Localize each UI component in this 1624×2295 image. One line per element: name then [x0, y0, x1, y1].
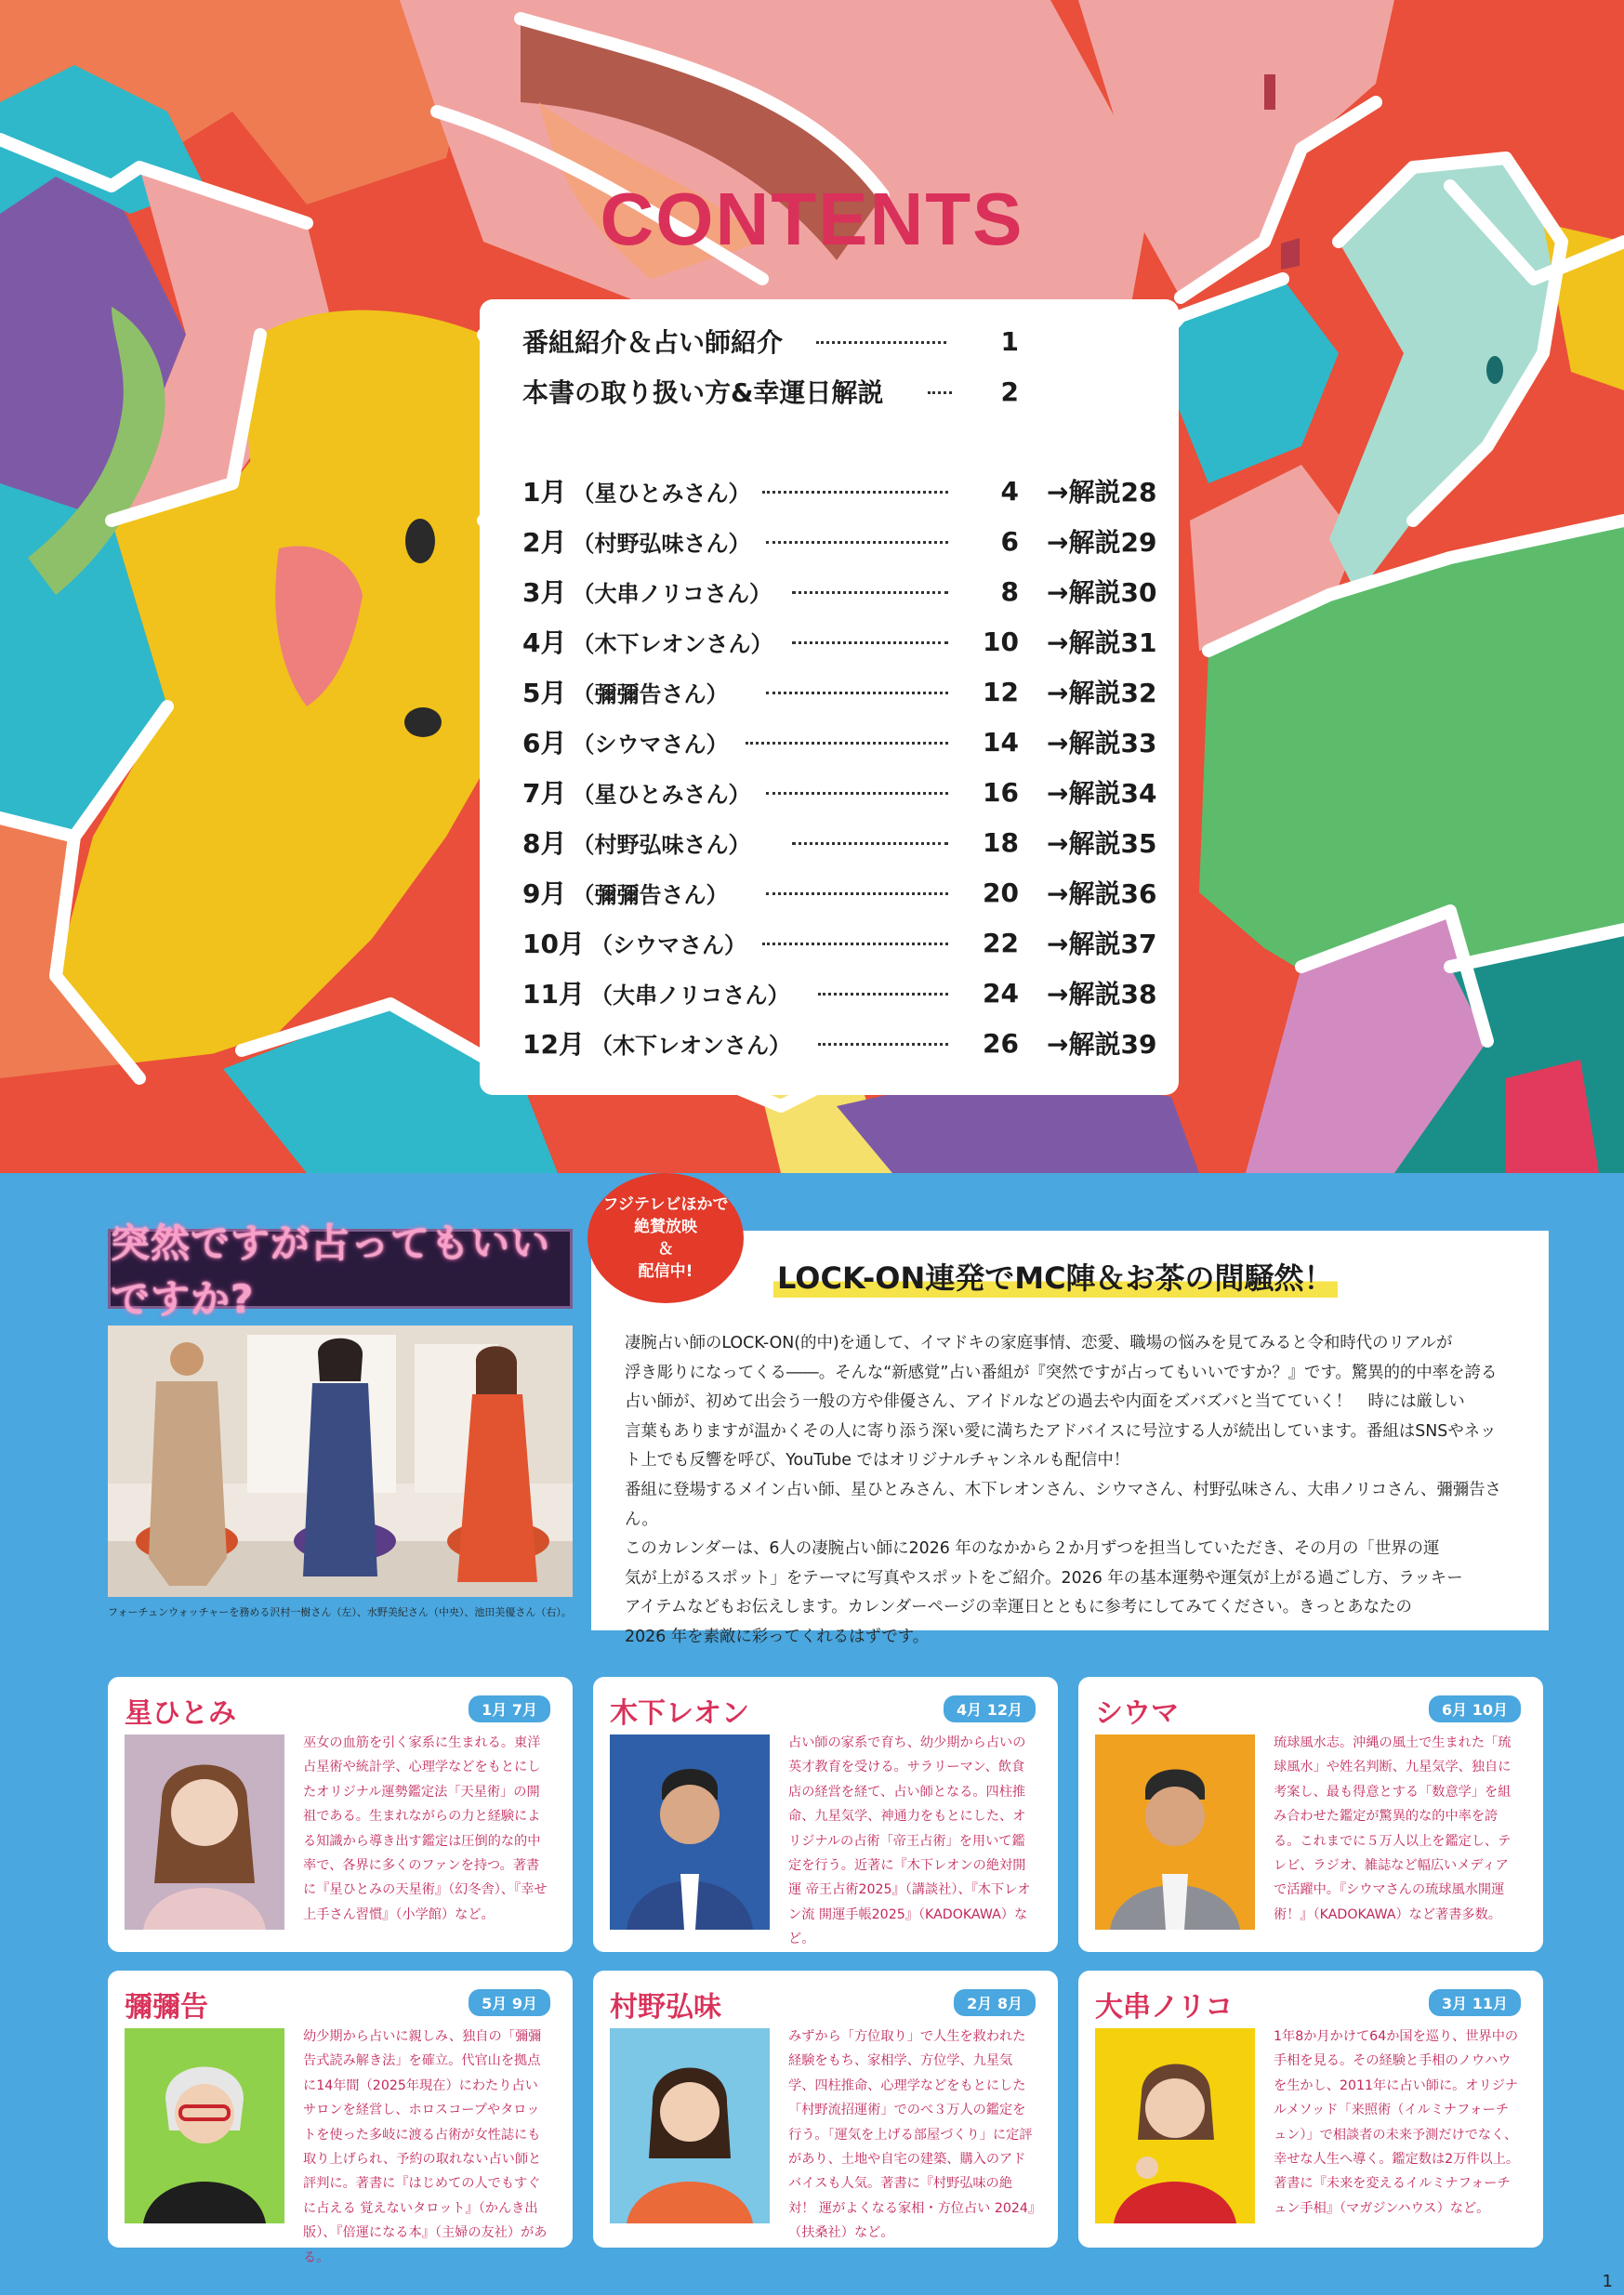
dot-leader: [762, 943, 948, 945]
program-logo: [108, 1220, 573, 1322]
toc-month: 12月: [522, 1029, 585, 1060]
dot-leader: [818, 993, 948, 996]
teller-bio: 占い師の家系で育ち、幼少期から占いの英才教育を受ける。サラリーマン、飲食店の経営を経て、占い師となる。四柱推命、九星気学、神通力をもとにした、オリジナルの占術「帝王占術」を用いて鑑定を行う。近著に『木下レオンの絶対開運 帝王占術2025』（講談社）、『木下レオン流 開運手帳2025』（KADOKAWA）など。: [788, 1735, 1031, 1947]
toc-page: 26: [983, 1027, 1019, 1059]
dot-leader: [792, 641, 948, 644]
dot-leader: [766, 792, 948, 795]
badge-line: フジテレビほかで: [602, 1195, 729, 1214]
contents-title: CONTENTS: [600, 178, 1024, 260]
dot-leader: [816, 341, 946, 344]
program-intro-box: [591, 1231, 1549, 1646]
toc-row-month[interactable]: [522, 974, 1164, 1011]
teller-bio: 幼少期から占いに親しみ、独自の「彌彌告式読み解き法」を確立。代官山を拠点に14年間（2025年現在）にわたり占いサロンを経営し、ホロスコープやタロットを使った多岐に渡る占術が女性誌にも取り上げられ、予約の取れない占い師と評判に。著書に『はじめての人でもすぐに占える 覚えないタロット』（かんき出版）、『倍運になる本』（主婦の友社）がある。: [303, 2029, 548, 2265]
toc-row-month[interactable]: [522, 874, 1164, 911]
toc-commentary-ref: →解説34: [1047, 778, 1157, 809]
toc-person: （大串ノリコさん）: [589, 982, 790, 1009]
page-number: 1: [1602, 2272, 1613, 2291]
toc-month: 10月: [522, 929, 585, 959]
fortune-teller-card[interactable]: [1078, 1971, 1543, 2248]
toc-person: （彌彌告さん）: [572, 680, 729, 707]
toc-row-month[interactable]: [522, 1024, 1164, 1062]
toc-row-month[interactable]: [522, 472, 1164, 509]
toc-person: （村野弘味さん）: [572, 530, 751, 557]
toc-person: （シウマさん）: [572, 731, 729, 758]
mc-photo: [108, 1326, 573, 1597]
toc-month: 3月: [522, 577, 567, 608]
dot-leader: [746, 742, 948, 745]
toc-page: 24: [983, 977, 1019, 1009]
broadcast-badge: [588, 1173, 744, 1303]
toc-page: 8: [1000, 575, 1019, 607]
description-line: ト上でも反響を呼び、YouTube ではオリジナルチャンネルも配信中！: [625, 1451, 1130, 1471]
dot-leader: [792, 842, 948, 845]
toc-commentary-ref: →解説30: [1047, 577, 1157, 608]
toc-row-month[interactable]: [522, 623, 1164, 660]
teller-name: シウマ: [1095, 1697, 1179, 1730]
toc-month: 1月: [522, 477, 567, 508]
badge-line: 配信中!: [638, 1262, 693, 1281]
description-line: 言葉もありますが温かくその人に寄り添う深い愛に満ちたアドバイスに号泣する人が続出しています。番組はSNSやネッ: [625, 1421, 1497, 1441]
program-logo-text: 突然ですが占ってもいいですか?: [111, 1220, 551, 1322]
toc-page: 2: [1000, 376, 1019, 407]
dot-leader: [792, 591, 948, 594]
toc-label: 本書の取り扱い方&幸運日解説: [522, 377, 884, 408]
teller-bio: 巫女の血筋を引く家系に生まれる。東洋占星術や統計学、心理学などをもとにしたオリジナル運勢鑑定法「天星術」の開祖である。生まれながらの力と経験による知識から導き出す鑑定は圧倒的な的中率で、各界に多くのファンを持つ。著書に『星ひとみの天星術』（幻冬舎）、『幸せ上手さん習慣』（小学館）など。: [303, 1735, 548, 1922]
dot-leader: [762, 491, 948, 494]
toc-month: 8月: [522, 828, 567, 859]
program-headline: LOCK-ON連発でMC陣＆お茶の間騒然！: [773, 1255, 1338, 1298]
toc-commentary-ref: →解説37: [1047, 929, 1157, 959]
teller-bio: 1年8か月かけて64か国を巡り、世界中の手相を見る。その経験と手相のノウハウを生かし、2011年に占い師に。オリジナルメソッド「来照術（イルミナフォーチュン）」で相談者の未来予測だけでなく、幸せな人生へ導く。鑑定数は2万件以上。著書に『未来を変えるイルミナフォーチュン手相』（マガジンハウス）など。: [1274, 2029, 1520, 2216]
toc-person: （彌彌告さん）: [572, 881, 729, 908]
toc-person: （村野弘味さん）: [572, 831, 751, 858]
description-line: 2026 年を素敵に彩ってくれるはずです。: [625, 1627, 930, 1646]
toc-person: （木下レオンさん）: [572, 630, 773, 657]
teller-bio: 琉球風水志。沖縄の風土で生まれた「琉球風水」や姓名判断、九星気学、独自に考案し、最も得意とする「数意学」を組み合わせた鑑定が驚異的な的中率を誇る。これまでに５万人以上を鑑定し、テレビ、ラジオ、雑誌など幅広いメディアで活躍中。『シウマさんの琉球風水開運術！』（KADOKAWA）など著書多数。: [1274, 1735, 1512, 1922]
teller-name: 彌彌告: [125, 1991, 208, 2024]
description-line: 番組に登場するメイン占い師、星ひとみさん、木下レオンさん、シウマさん、村野弘味さん、大串ノリコさん、彌彌告さん。: [625, 1480, 1501, 1529]
teller-name: 大串ノリコ: [1095, 1991, 1234, 2024]
toc-person: （木下レオンさん）: [589, 1032, 791, 1059]
fortune-teller-card[interactable]: [593, 1677, 1058, 1952]
toc-row-intro-1[interactable]: [522, 323, 1164, 360]
teller-portrait: [1095, 2028, 1255, 2223]
toc-commentary-ref: →解説33: [1047, 728, 1157, 758]
toc-page: 4: [1000, 475, 1019, 507]
teller-portrait: [125, 2028, 284, 2223]
toc-commentary-ref: →解説35: [1047, 828, 1157, 859]
teller-portrait: [125, 1734, 284, 1930]
dot-leader: [928, 391, 952, 394]
toc-page: 10: [983, 626, 1019, 657]
photo-caption: フォーチュンウォッチャーを務める沢村一樹さん（左）、水野美紀さん（中央）、池田美優さん（右）。: [108, 1606, 572, 1618]
mc-photo-illustration: [108, 1326, 573, 1597]
teller-months-badge: 5月 9月: [469, 1989, 550, 2016]
toc-month: 11月: [522, 979, 585, 1009]
fortune-teller-card[interactable]: [593, 1971, 1058, 2248]
toc-row-month[interactable]: [522, 723, 1164, 760]
toc-page: 1: [1000, 325, 1019, 357]
toc-commentary-ref: →解説31: [1047, 627, 1157, 658]
toc-month: 5月: [522, 678, 567, 708]
teller-months-badge: 3月 11月: [1429, 1989, 1521, 2016]
toc-commentary-ref: →解説38: [1047, 979, 1157, 1009]
description-line: アイテムなどもお伝えします。カレンダーページの幸運日とともに参考にしてみてください。きっとあなたの: [625, 1598, 1412, 1617]
toc-commentary-ref: →解説28: [1047, 477, 1157, 508]
teller-portrait: [610, 2028, 770, 2223]
toc-person: （星ひとみさん）: [572, 781, 751, 808]
teller-name: 村野弘味: [610, 1991, 721, 2024]
description-line: 気が上がるスポット」をテーマに写真やスポットをご紹介。2026 年の基本運勢や運気が上がる過ごし方、ラッキー: [625, 1568, 1463, 1588]
toc-month: 9月: [522, 878, 567, 909]
toc-commentary-ref: →解説29: [1047, 527, 1157, 558]
badge-line: 絶賛放映: [634, 1218, 697, 1236]
toc-commentary-ref: →解説39: [1047, 1029, 1157, 1060]
toc-row-month[interactable]: [522, 773, 1164, 811]
toc-commentary-ref: →解説36: [1047, 878, 1157, 909]
program-description: [625, 1329, 1526, 1653]
badge-line: ＆: [657, 1240, 674, 1259]
teller-portrait: [1095, 1734, 1255, 1930]
fortune-teller-card[interactable]: [1078, 1677, 1543, 1952]
toc-row-month[interactable]: [522, 673, 1164, 710]
toc-page: 6: [1000, 525, 1019, 557]
toc-month: 4月: [522, 627, 567, 658]
toc-commentary-ref: →解説32: [1047, 678, 1157, 708]
toc-person: （星ひとみさん）: [572, 480, 751, 507]
dot-leader: [766, 892, 948, 895]
toc-person: （大串ノリコさん）: [572, 580, 772, 607]
toc-label: 番組紹介＆占い師紹介: [522, 327, 784, 358]
toc-page: 16: [983, 776, 1019, 808]
toc-month: 7月: [522, 778, 567, 809]
toc-row-month[interactable]: [522, 573, 1164, 610]
toc-page: 12: [983, 676, 1019, 707]
toc-month: 6月: [522, 728, 567, 758]
toc-page: 22: [983, 927, 1019, 958]
table-of-contents: [480, 299, 1179, 1095]
toc-row-month[interactable]: [522, 924, 1164, 961]
toc-page: 14: [983, 726, 1019, 758]
description-line: 浮き彫りになってくる――。そんな“新感覚”占い番組が『突然ですが占ってもいいですか？』です。驚異的的中率を誇る: [625, 1363, 1498, 1382]
teller-name: 星ひとみ: [125, 1697, 236, 1730]
teller-portrait: [610, 1734, 770, 1930]
toc-month: 2月: [522, 527, 567, 558]
toc-row-intro-2[interactable]: [522, 373, 1164, 410]
dot-leader: [818, 1043, 948, 1046]
teller-months-badge: 1月 7月: [469, 1695, 550, 1722]
teller-months-badge: 6月 10月: [1429, 1695, 1521, 1722]
teller-name: 木下レオン: [610, 1697, 749, 1730]
toc-row-month[interactable]: [522, 824, 1164, 861]
fortune-teller-card[interactable]: [108, 1971, 573, 2265]
teller-months-badge: 2月 8月: [954, 1989, 1036, 2016]
description-line: 凄腕占い師のLOCK-ON(的中)を通して、イマドキの家庭事情、恋愛、職場の悩みを見てみると令和時代のリアルが: [625, 1334, 1453, 1352]
toc-page: 18: [983, 826, 1019, 858]
description-line: 占い師が、初めて出会う一般の方や俳優さん、アイドルなどの過去や内面をズバズバと当てていく！ 時には厳しい: [625, 1392, 1465, 1412]
toc-page: 20: [983, 877, 1019, 908]
teller-months-badge: 4月 12月: [944, 1695, 1036, 1722]
dot-leader: [766, 541, 948, 544]
teller-bio: みずから「方位取り」で人生を救われた経験をもち、家相学、方位学、九星気学、四柱推命、心理学などをもとにした「村野流招運術」でのべ３万人の鑑定を行う。「運気を上げる部屋づくり」に定評があり、土地や自宅の建築、購入のアドバイスも人気。著書に『村野弘味の絶対！ 運がよくなる家相・方位占い 2024』（扶桑社）など。: [788, 2029, 1036, 2241]
fortune-teller-card[interactable]: [108, 1677, 573, 1952]
toc-row-month[interactable]: [522, 522, 1164, 560]
dot-leader: [766, 692, 948, 694]
toc-person: （シウマさん）: [589, 931, 746, 958]
description-line: このカレンダーは、6人の凄腕占い師に2026 年のなかから２か月ずつを担当していただき、その月の「世界の運: [625, 1539, 1440, 1559]
